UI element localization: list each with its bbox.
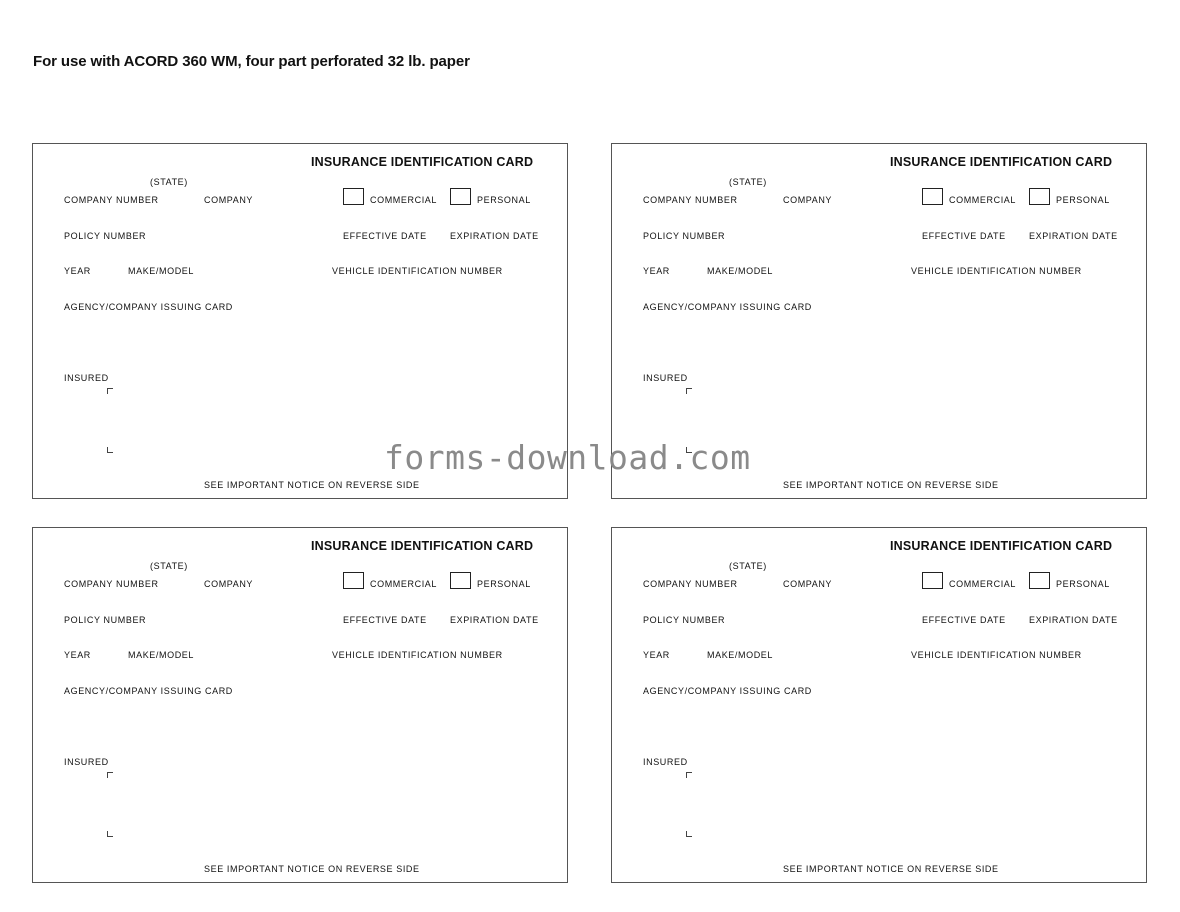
expiration-date-label: EXPIRATION DATE (1029, 615, 1118, 625)
agency-label: AGENCY/COMPANY ISSUING CARD (64, 302, 233, 312)
effective-date-label: EFFECTIVE DATE (343, 615, 427, 625)
year-label: YEAR (643, 266, 670, 276)
personal-label: PERSONAL (1056, 579, 1110, 589)
commercial-checkbox[interactable] (922, 188, 943, 205)
make-model-label: MAKE/MODEL (707, 650, 774, 660)
card-heading: INSURANCE IDENTIFICATION CARD (890, 539, 1113, 553)
vin-label: VEHICLE IDENTIFICATION NUMBER (911, 266, 1082, 276)
card-heading: INSURANCE IDENTIFICATION CARD (311, 155, 534, 169)
company-label: COMPANY (783, 579, 833, 589)
address-window-top-corner (686, 772, 692, 778)
agency-label: AGENCY/COMPANY ISSUING CARD (643, 686, 812, 696)
page-title: For use with ACORD 360 WM, four part perforated 32 lb. paper (33, 53, 470, 70)
company-number-label: COMPANY NUMBER (64, 579, 159, 589)
id-card-4 (611, 527, 1147, 883)
commercial-label: COMMERCIAL (370, 579, 438, 589)
state-label: (STATE) (729, 177, 767, 187)
commercial-checkbox[interactable] (343, 188, 364, 205)
year-label: YEAR (64, 650, 91, 660)
insured-label: INSURED (643, 373, 688, 383)
expiration-date-label: EXPIRATION DATE (450, 231, 539, 241)
commercial-checkbox[interactable] (343, 572, 364, 589)
company-label: COMPANY (783, 195, 833, 205)
watermark: forms-download.com (384, 438, 751, 477)
policy-number-label: POLICY NUMBER (64, 231, 147, 241)
state-label: (STATE) (150, 177, 188, 187)
commercial-label: COMMERCIAL (949, 579, 1017, 589)
company-number-label: COMPANY NUMBER (643, 195, 738, 205)
year-label: YEAR (643, 650, 670, 660)
personal-label: PERSONAL (1056, 195, 1110, 205)
state-label: (STATE) (150, 561, 188, 571)
personal-checkbox[interactable] (450, 572, 471, 589)
make-model-label: MAKE/MODEL (128, 266, 195, 276)
company-label: COMPANY (204, 579, 254, 589)
reverse-notice: SEE IMPORTANT NOTICE ON REVERSE SIDE (783, 864, 999, 874)
commercial-label: COMMERCIAL (370, 195, 438, 205)
address-window-top-corner (107, 772, 113, 778)
expiration-date-label: EXPIRATION DATE (450, 615, 539, 625)
company-label: COMPANY (204, 195, 254, 205)
insured-label: INSURED (64, 373, 109, 383)
effective-date-label: EFFECTIVE DATE (922, 615, 1006, 625)
reverse-notice: SEE IMPORTANT NOTICE ON REVERSE SIDE (783, 480, 999, 490)
id-card-3 (32, 527, 568, 883)
policy-number-label: POLICY NUMBER (643, 231, 726, 241)
policy-number-label: POLICY NUMBER (64, 615, 147, 625)
address-window-top-corner (107, 388, 113, 394)
personal-checkbox[interactable] (1029, 188, 1050, 205)
policy-number-label: POLICY NUMBER (643, 615, 726, 625)
address-window-bottom-corner (686, 831, 692, 837)
agency-label: AGENCY/COMPANY ISSUING CARD (64, 686, 233, 696)
vin-label: VEHICLE IDENTIFICATION NUMBER (332, 650, 503, 660)
year-label: YEAR (64, 266, 91, 276)
make-model-label: MAKE/MODEL (128, 650, 195, 660)
insured-label: INSURED (64, 757, 109, 767)
personal-label: PERSONAL (477, 579, 531, 589)
reverse-notice: SEE IMPORTANT NOTICE ON REVERSE SIDE (204, 864, 420, 874)
state-label: (STATE) (729, 561, 767, 571)
reverse-notice: SEE IMPORTANT NOTICE ON REVERSE SIDE (204, 480, 420, 490)
commercial-label: COMMERCIAL (949, 195, 1017, 205)
address-window-bottom-corner (107, 447, 113, 453)
card-heading: INSURANCE IDENTIFICATION CARD (890, 155, 1113, 169)
company-number-label: COMPANY NUMBER (64, 195, 159, 205)
address-window-bottom-corner (107, 831, 113, 837)
expiration-date-label: EXPIRATION DATE (1029, 231, 1118, 241)
personal-checkbox[interactable] (1029, 572, 1050, 589)
company-number-label: COMPANY NUMBER (643, 579, 738, 589)
personal-checkbox[interactable] (450, 188, 471, 205)
vin-label: VEHICLE IDENTIFICATION NUMBER (911, 650, 1082, 660)
make-model-label: MAKE/MODEL (707, 266, 774, 276)
effective-date-label: EFFECTIVE DATE (922, 231, 1006, 241)
agency-label: AGENCY/COMPANY ISSUING CARD (643, 302, 812, 312)
commercial-checkbox[interactable] (922, 572, 943, 589)
card-heading: INSURANCE IDENTIFICATION CARD (311, 539, 534, 553)
effective-date-label: EFFECTIVE DATE (343, 231, 427, 241)
address-window-top-corner (686, 388, 692, 394)
vin-label: VEHICLE IDENTIFICATION NUMBER (332, 266, 503, 276)
insured-label: INSURED (643, 757, 688, 767)
personal-label: PERSONAL (477, 195, 531, 205)
